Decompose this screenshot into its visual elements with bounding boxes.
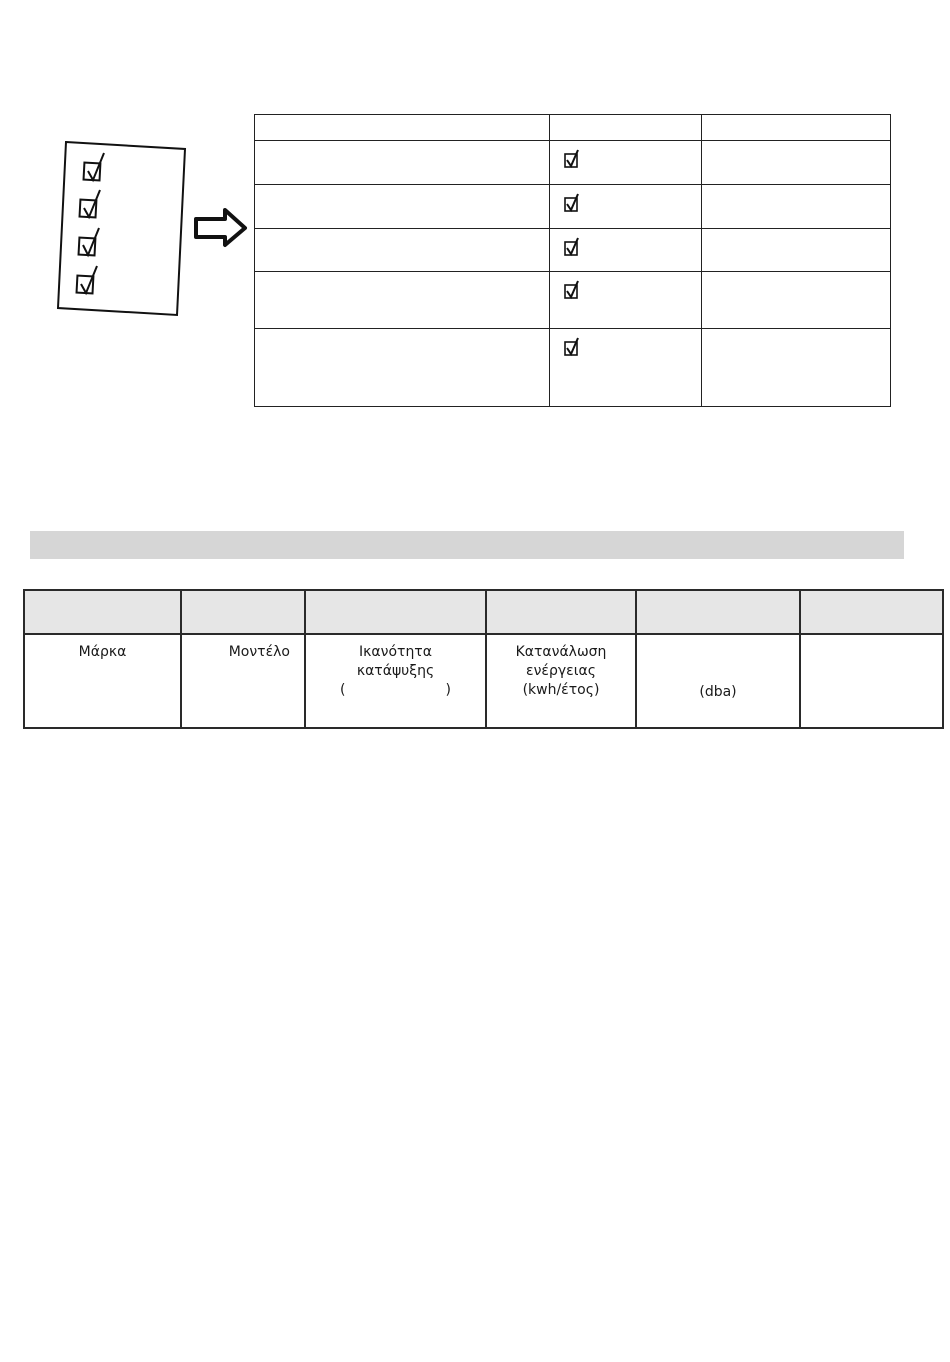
checklist-note-cell: [702, 272, 891, 329]
checklist-check-cell: [550, 272, 702, 329]
checklist-item-cell: [255, 185, 550, 229]
checked-box-icon: [564, 337, 580, 357]
checklist-note-cell: [702, 229, 891, 272]
checklist-item-cell: [255, 329, 550, 407]
checklist-header-row: [255, 115, 891, 141]
noise-label: (dba): [699, 683, 737, 700]
checked-box-icon: [564, 237, 580, 257]
checklist-page-icon: [58, 142, 185, 315]
checklist-row: [255, 185, 891, 229]
arrow-right-icon: [196, 210, 245, 245]
energy-label-line1: Κατανάλωση: [515, 644, 607, 660]
checklist-illustration: [0, 0, 250, 330]
checklist-check-cell: [550, 185, 702, 229]
capacity-unit-parens: [310, 681, 481, 700]
checklist-check-cell: [550, 229, 702, 272]
checklist-check-cell: [550, 141, 702, 185]
checklist-check-cell: [550, 115, 702, 141]
checklist-item-cell: [255, 115, 550, 141]
spec-table: [23, 589, 944, 729]
brand-cell: [24, 634, 181, 728]
section-heading-bar: [30, 531, 904, 559]
checklist-item-cell: [255, 272, 550, 329]
spec-header-cell: [181, 590, 305, 634]
checklist-item-cell: [255, 141, 550, 185]
checklist-note-cell: [702, 141, 891, 185]
spec-header-cell: [486, 590, 636, 634]
capacity-label-line2: κατάψυξης: [356, 663, 435, 679]
last-cell: [800, 634, 943, 728]
spec-header-cell: [636, 590, 800, 634]
checklist-row: [255, 272, 891, 329]
noise-cell: [636, 634, 800, 728]
checklist-check-cell: [550, 329, 702, 407]
spec-label-row: [24, 634, 943, 728]
checklist-row: [255, 329, 891, 407]
brand-label: Μάρκα: [78, 644, 127, 660]
spec-header-cell: [24, 590, 181, 634]
spec-header-cell: [800, 590, 943, 634]
checklist-item-cell: [255, 229, 550, 272]
capacity-open-paren: (: [340, 682, 346, 698]
energy-label-line3: (kwh/έτος): [522, 682, 600, 698]
checklist-note-cell: [702, 329, 891, 407]
checklist-note-cell: [702, 185, 891, 229]
model-cell: [181, 634, 305, 728]
spec-header-cell: [305, 590, 486, 634]
model-label: Μοντέλο: [228, 644, 290, 660]
checklist-note-cell: [702, 115, 891, 141]
checklist-row: [255, 229, 891, 272]
capacity-close-paren: ): [445, 682, 451, 698]
checked-box-icon: [564, 280, 580, 300]
capacity-label-line1: Ικανότητα: [359, 644, 432, 660]
checked-box-icon: [564, 193, 580, 213]
capacity-cell: [305, 634, 486, 728]
spec-header-row: [24, 590, 943, 634]
checked-box-icon: [564, 149, 580, 169]
checklist-table: [254, 114, 891, 407]
checklist-row: [255, 141, 891, 185]
energy-cell: [486, 634, 636, 728]
energy-label-line2: ενέργειας: [526, 663, 596, 679]
